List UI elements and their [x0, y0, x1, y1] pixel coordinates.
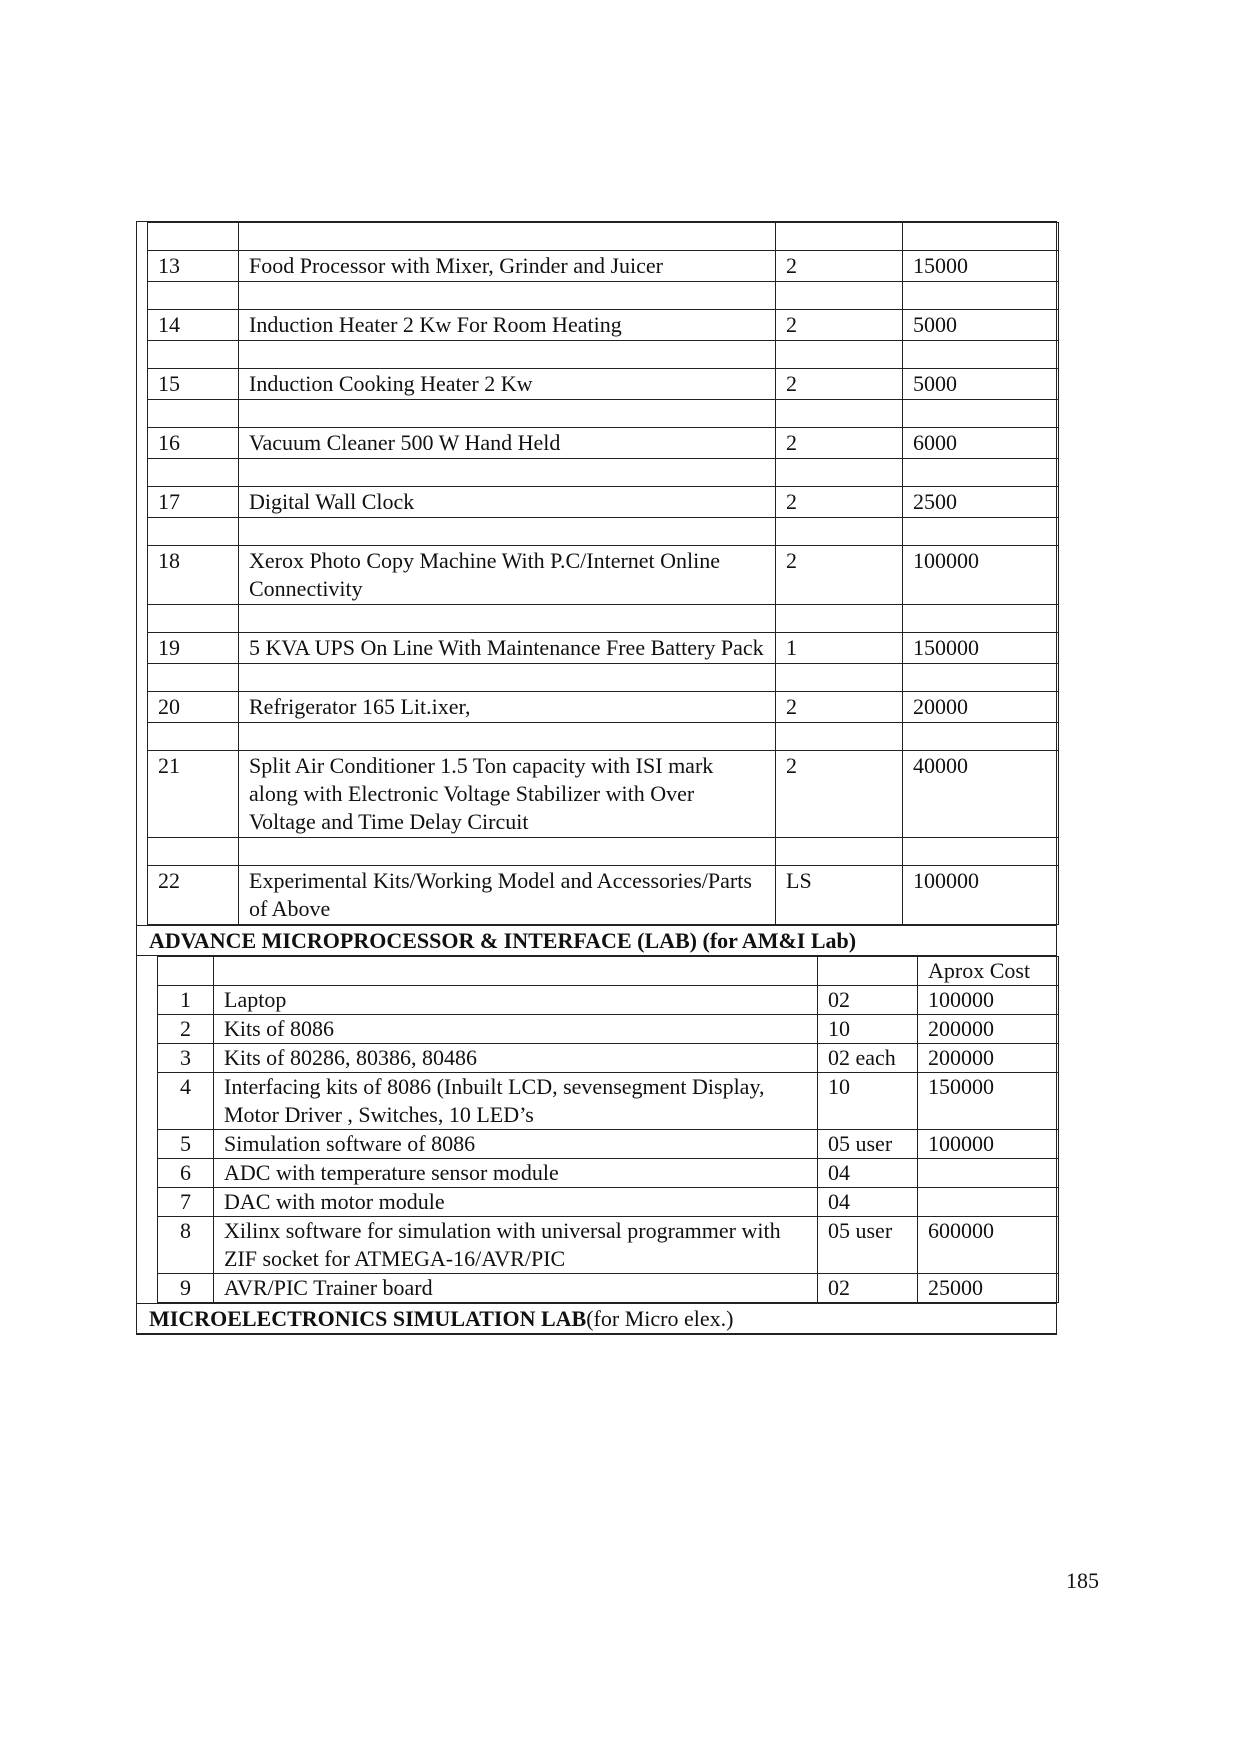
cell-item: Simulation software of 8086: [214, 1130, 818, 1159]
table-row: [148, 428, 1059, 459]
cell-cost: 20000: [903, 692, 1059, 723]
cell-no: 22: [148, 866, 239, 925]
section-heading-ami-lab: [137, 925, 1056, 956]
cell-item: Interfacing kits of 8086 (Inbuilt LCD, sevensegment Display, Motor Driver , Switches, 10 LED’s: [214, 1073, 818, 1130]
cell-cost: 150000: [903, 633, 1059, 664]
cell-cost: 100000: [918, 986, 1059, 1015]
table-row: [148, 546, 1059, 605]
cell-item: Experimental Kits/Working Model and Accessories/Parts of Above: [239, 866, 776, 925]
cell-item: DAC with motor module: [214, 1188, 818, 1217]
cell-cost: 15000: [903, 251, 1059, 282]
cell-item: Kits of 80286, 80386, 80486: [214, 1044, 818, 1073]
equipment-table: [147, 222, 1059, 925]
table-row: [148, 866, 1059, 925]
table-row: [148, 633, 1059, 664]
cell-cost: 25000: [918, 1274, 1059, 1303]
cell-item: Digital Wall Clock: [239, 487, 776, 518]
cell-no: 8: [158, 1217, 214, 1274]
table-row: [158, 1188, 1059, 1217]
section-heading-microelectronics: [137, 1303, 1056, 1334]
cell-qty: LS: [776, 866, 903, 925]
cell-cost: 150000: [918, 1073, 1059, 1130]
cell-cost: 2500: [903, 487, 1059, 518]
cell-qty: 2: [776, 428, 903, 459]
table-row: [158, 1073, 1059, 1130]
cost-column-header: Aprox Cost: [918, 957, 1059, 986]
cell-qty: 02: [818, 1274, 918, 1303]
cell-no: 2: [158, 1015, 214, 1044]
cell-qty: 10: [818, 1073, 918, 1130]
document-table-frame: [136, 221, 1057, 1335]
table-row: [148, 751, 1059, 838]
cell-cost: 5000: [903, 310, 1059, 341]
cell-no: 17: [148, 487, 239, 518]
cell-item: ADC with temperature sensor module: [214, 1159, 818, 1188]
cell-item: Induction Heater 2 Kw For Room Heating: [239, 310, 776, 341]
cell-qty: 2: [776, 546, 903, 605]
cell-item: Split Air Conditioner 1.5 Ton capacity with ISI mark along with Electronic Voltage Stabilizer with Over Voltage and Time Delay Circuit: [239, 751, 776, 838]
cell-item: 5 KVA UPS On Line With Maintenance Free Battery Pack: [239, 633, 776, 664]
cell-no: 3: [158, 1044, 214, 1073]
table-row: [148, 487, 1059, 518]
spacer-row: [148, 518, 1059, 546]
cell-cost: [918, 1188, 1059, 1217]
cell-item: Induction Cooking Heater 2 Kw: [239, 369, 776, 400]
table-row: [148, 310, 1059, 341]
cell-cost: 6000: [903, 428, 1059, 459]
cell-no: 7: [158, 1188, 214, 1217]
cell-no: 15: [148, 369, 239, 400]
spacer-row: [148, 605, 1059, 633]
cell-no: 4: [158, 1073, 214, 1130]
cell-no: 5: [158, 1130, 214, 1159]
cell-qty: 2: [776, 487, 903, 518]
cell-qty: 10: [818, 1015, 918, 1044]
cell-item: AVR/PIC Trainer board: [214, 1274, 818, 1303]
table-row: [158, 1044, 1059, 1073]
cell-item: Kits of 8086: [214, 1015, 818, 1044]
cell-qty: 2: [776, 251, 903, 282]
cell-cost: 100000: [903, 546, 1059, 605]
spacer-row: [148, 223, 1059, 251]
cell-no: 6: [158, 1159, 214, 1188]
spacer-row: [148, 664, 1059, 692]
cell-cost: 200000: [918, 1044, 1059, 1073]
cell-no: 20: [148, 692, 239, 723]
table-row: [158, 1159, 1059, 1188]
cell-cost: 600000: [918, 1217, 1059, 1274]
cell-qty: 02: [818, 986, 918, 1015]
cell-cost: 100000: [903, 866, 1059, 925]
spacer-row: [148, 341, 1059, 369]
cell-no: 13: [148, 251, 239, 282]
table-row: [158, 1130, 1059, 1159]
cell-no: 16: [148, 428, 239, 459]
cell-qty: 05 user: [818, 1217, 918, 1274]
table-row: [158, 1217, 1059, 1274]
cell-item: Xilinx software for simulation with universal programmer with ZIF socket for ATMEGA-16/AVR/PIC: [214, 1217, 818, 1274]
section-heading-micro-plain: (for Micro elex.): [586, 1306, 734, 1331]
cell-no: 1: [158, 986, 214, 1015]
cell-no: 19: [148, 633, 239, 664]
cell-no: 14: [148, 310, 239, 341]
table-row: [158, 986, 1059, 1015]
cell-item: Vacuum Cleaner 500 W Hand Held: [239, 428, 776, 459]
cell-qty: 02 each: [818, 1044, 918, 1073]
cell-cost: 40000: [903, 751, 1059, 838]
cell-qty: 2: [776, 369, 903, 400]
section-heading-ami-text: ADVANCE MICROPROCESSOR & INTERFACE (LAB) (for AM&I Lab): [149, 928, 857, 953]
cell-item: Food Processor with Mixer, Grinder and Juicer: [239, 251, 776, 282]
cell-item: Refrigerator 165 Lit.ixer,: [239, 692, 776, 723]
cell-no: 18: [148, 546, 239, 605]
cell-item: Xerox Photo Copy Machine With P.C/Internet Online Connectivity: [239, 546, 776, 605]
cell-qty: 2: [776, 310, 903, 341]
cell-qty: 04: [818, 1188, 918, 1217]
spacer-row: [148, 400, 1059, 428]
cell-cost: [918, 1159, 1059, 1188]
ami-lab-table: [157, 956, 1059, 1303]
cell-item: Laptop: [214, 986, 818, 1015]
cell-no: 9: [158, 1274, 214, 1303]
spacer-row: [148, 459, 1059, 487]
cell-cost: 200000: [918, 1015, 1059, 1044]
table-row: [148, 369, 1059, 400]
cell-qty: 2: [776, 751, 903, 838]
cell-qty: 1: [776, 633, 903, 664]
cell-no: 21: [148, 751, 239, 838]
cell-qty: 05 user: [818, 1130, 918, 1159]
table-row: [158, 1015, 1059, 1044]
ami-header-row: [158, 957, 1059, 986]
cell-qty: 04: [818, 1159, 918, 1188]
cell-cost: 5000: [903, 369, 1059, 400]
spacer-row: [148, 723, 1059, 751]
cell-qty: 2: [776, 692, 903, 723]
page-number: 185: [1066, 1568, 1099, 1593]
table-row: [148, 251, 1059, 282]
table-row: [148, 692, 1059, 723]
cell-cost: 100000: [918, 1130, 1059, 1159]
spacer-row: [148, 838, 1059, 866]
section-heading-micro-bold: MICROELECTRONICS SIMULATION LAB: [149, 1306, 587, 1331]
spacer-row: [148, 282, 1059, 310]
table-row: [158, 1274, 1059, 1303]
